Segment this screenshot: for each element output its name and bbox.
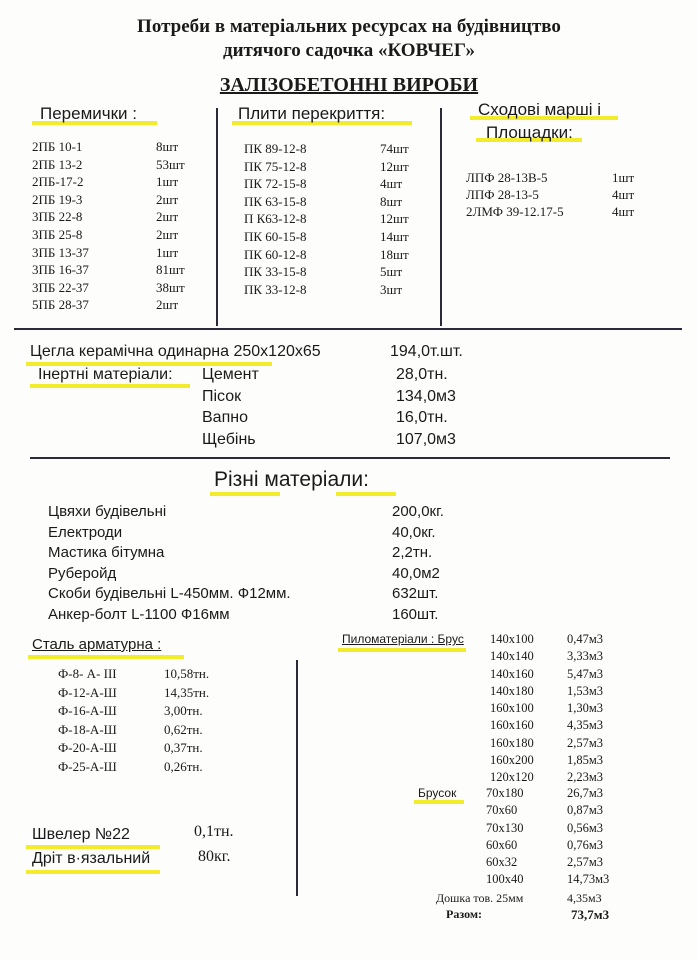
item-name: 3ПБ 16-37: [32, 262, 89, 278]
rizni-list: [48, 503, 488, 626]
highlight-inertni: [30, 384, 190, 388]
item-name: ПК 60-12-8: [244, 246, 307, 262]
item-name: 60х60: [486, 837, 518, 852]
list-item: [48, 585, 488, 606]
item-name: 3ПБ 22-8: [32, 209, 83, 225]
peremychky-list: [32, 139, 222, 315]
item-qty: 12шт: [380, 158, 409, 174]
item-name: Ф-20-А-Ш: [58, 740, 117, 756]
item-qty: 3,00тн.: [164, 703, 203, 719]
item-qty: 28,0тн.: [396, 366, 448, 383]
item-name: 2ЛМФ 39-12.17-5: [466, 204, 564, 219]
list-item: [486, 872, 666, 889]
list-item: [244, 264, 424, 282]
item-name: ПК 72-15-8: [244, 176, 307, 192]
item-name: 3ПБ 13-37: [32, 244, 89, 260]
section-title: ЗАЛІЗОБЕТОННІ ВИРОБИ: [219, 74, 479, 96]
item-qty: 81шт: [156, 262, 185, 278]
list-item: [48, 524, 488, 545]
list-item: [466, 187, 646, 204]
item-qty: 14шт: [380, 228, 409, 244]
item-qty: 5шт: [380, 264, 403, 280]
tsegla-label: Цегла керамічна одинарна 250х120х65: [30, 343, 321, 360]
list-item: [490, 667, 660, 684]
list-item: [58, 740, 248, 759]
list-item: [466, 170, 646, 187]
item-qty: 53шт: [156, 156, 185, 172]
item-qty: 2шт: [156, 297, 179, 313]
item-name: 140х180: [490, 683, 534, 698]
list-item: [48, 565, 488, 586]
item-qty: 0,56м3: [567, 820, 604, 835]
item-name: ПК 63-15-8: [244, 193, 307, 209]
item-qty: 74шт: [380, 141, 409, 156]
item-qty: 0,37тн.: [164, 740, 203, 756]
item-qty: 8шт: [156, 139, 179, 154]
item-name: Анкер-болт L-1100 Ф16мм: [48, 605, 230, 623]
item-qty: 4,35м3: [567, 718, 604, 733]
item-qty: 14,73м3: [567, 872, 610, 887]
list-item: [48, 503, 488, 524]
item-name: Щебінь: [202, 430, 256, 448]
list-item: [58, 666, 248, 685]
item-name: Електроди: [48, 523, 123, 541]
brusok-list: [486, 786, 666, 890]
item-qty: 18шт: [380, 246, 409, 262]
item-name: 160х200: [490, 753, 534, 768]
list-item: [202, 366, 482, 388]
item-qty: 26,7м3: [567, 786, 604, 800]
list-item: [48, 544, 488, 565]
list-item: [202, 431, 482, 453]
plyty-heading: Плити перекриття:: [238, 104, 386, 123]
highlight-pylo: [338, 648, 466, 652]
list-item: [32, 245, 222, 263]
item-name: ПК 60-15-8: [244, 228, 307, 244]
list-item: [244, 211, 424, 229]
item-qty: 2,2тн.: [392, 544, 433, 561]
item-name: Ф-12-А-Ш: [58, 684, 117, 700]
list-item: [58, 685, 248, 704]
item-qty: 3,33м3: [567, 649, 604, 664]
item-name: ЛПФ 28-13-5: [466, 187, 539, 202]
list-item: [490, 701, 660, 718]
list-item: [58, 722, 248, 741]
list-item: [490, 684, 660, 701]
list-item: [32, 192, 222, 210]
list-item: [486, 821, 666, 838]
item-name: 3ПБ 22-37: [32, 279, 89, 295]
list-item: [32, 209, 222, 227]
title-line-1: Потреби в матеріальних ресурсах на будівництво: [137, 16, 561, 37]
inertni-list: [202, 366, 482, 452]
item-name: 2ПБ-17-2: [32, 174, 84, 190]
item-name: ПК 33-12-8: [244, 281, 307, 297]
list-item: [202, 388, 482, 410]
item-qty: 1,30м3: [567, 701, 604, 716]
item-qty: 2,23м3: [567, 770, 604, 785]
item-name: ПК 89-12-8: [244, 141, 307, 156]
item-qty: 4шт: [612, 204, 635, 219]
item-qty: 160шт.: [392, 605, 439, 623]
list-item: [490, 736, 660, 753]
inertni-heading: Інертні матеріали:: [38, 366, 173, 383]
item-name: 160х100: [490, 701, 534, 716]
item-qty: 40,0м2: [392, 564, 440, 582]
divider-vertical-left: [216, 108, 218, 326]
item-name: Ф-16-А-Ш: [58, 703, 117, 719]
list-item: [48, 606, 488, 627]
item-name: 100х40: [486, 872, 524, 887]
title-line-2: дитячого садочка «КОВЧЕГ»: [223, 40, 475, 61]
tsegla-qty: 194,0т.шт.: [390, 343, 463, 360]
total-qty: 73,7м3: [571, 907, 610, 922]
item-qty: 4шт: [380, 176, 403, 192]
item-name: 70х180: [486, 786, 524, 800]
list-item: [244, 229, 424, 247]
list-item: [244, 159, 424, 177]
item-qty: 14,35тн.: [164, 684, 210, 700]
highlight-rizni-2: [336, 492, 396, 496]
item-name: П К63-12-8: [244, 211, 307, 227]
list-item: [466, 204, 646, 221]
list-item: [244, 141, 424, 159]
item-qty: 2шт: [156, 209, 179, 225]
item-qty: 1,53м3: [567, 683, 604, 698]
list-item: [490, 718, 660, 735]
item-name: ПК 33-15-8: [244, 264, 307, 280]
drit-qty: 80кг.: [198, 848, 231, 865]
list-item: [490, 649, 660, 666]
pylo-label: Пиломатеріали : Брус: [342, 632, 464, 646]
list-item: [58, 703, 248, 722]
item-name: 60х32: [486, 855, 518, 870]
divider-vertical-right: [440, 108, 442, 326]
doshka-label: Дошка тов. 25мм: [436, 891, 524, 905]
item-name: Руберойд: [48, 564, 117, 582]
item-name: 160х160: [490, 718, 534, 733]
item-name: 140х140: [490, 649, 534, 664]
item-name: 2ПБ 10-1: [32, 139, 83, 154]
list-item: [486, 855, 666, 872]
item-qty: 12шт: [380, 211, 409, 227]
item-qty: 1шт: [156, 244, 179, 260]
item-name: 70х130: [486, 820, 524, 835]
list-item: [244, 194, 424, 212]
item-qty: 0,47м3: [567, 632, 604, 646]
item-qty: 0,87м3: [567, 803, 604, 818]
divider-vertical-bottom: [296, 660, 298, 896]
item-qty: 2шт: [156, 226, 179, 242]
item-name: Ф-8- А- ІІІ: [58, 666, 117, 681]
item-qty: 2,57м3: [567, 735, 604, 750]
list-item: [58, 759, 248, 778]
item-name: 70х60: [486, 803, 518, 818]
highlight-drit: [26, 870, 160, 874]
drit-label: Дріт в·язальний: [32, 850, 151, 867]
item-name: Мастика бітумна: [48, 544, 165, 561]
item-qty: 200,0кг.: [392, 503, 444, 520]
list-item: [490, 632, 660, 649]
list-item: [32, 280, 222, 298]
item-name: ПК 75-12-8: [244, 158, 307, 174]
item-qty: 10,58тн.: [164, 666, 210, 681]
list-item: [32, 139, 222, 157]
highlight-stal: [28, 655, 184, 659]
list-item: [486, 803, 666, 820]
divider-horizontal-1: [14, 328, 682, 330]
list-item: [244, 176, 424, 194]
item-name: 140х160: [490, 666, 534, 681]
peremychky-heading: Перемички :: [40, 104, 138, 123]
item-qty: 5,47м3: [567, 666, 604, 681]
list-item: [32, 157, 222, 175]
item-name: Вапно: [202, 409, 248, 426]
item-name: Ф-25-А-Ш: [58, 758, 117, 774]
brusok-label: Брусок: [418, 786, 457, 800]
item-qty: 8шт: [380, 193, 403, 209]
item-name: Пісок: [202, 387, 242, 405]
list-item: [490, 753, 660, 770]
item-qty: 4шт: [612, 187, 635, 202]
item-name: Ф-18-А-Ш: [58, 721, 117, 737]
item-name: 2ПБ 19-3: [32, 191, 83, 207]
list-item: [486, 786, 666, 803]
list-item: [32, 174, 222, 192]
item-qty: 38шт: [156, 279, 185, 295]
item-qty: 1,85м3: [567, 753, 604, 768]
item-qty: 0,26тн.: [164, 758, 203, 774]
item-qty: 134,0м3: [396, 387, 456, 405]
list-item: [32, 262, 222, 280]
item-name: 140х100: [490, 632, 534, 646]
item-qty: 40,0кг.: [392, 523, 436, 541]
item-qty: 0,76м3: [567, 837, 604, 852]
brus-list: [490, 632, 660, 788]
skhody-heading-1: Сходові марші і: [478, 100, 602, 119]
item-qty: 3шт: [380, 281, 403, 297]
doshka-qty: 4,35м3: [567, 891, 602, 905]
list-item: [32, 227, 222, 245]
highlight-shveler: [26, 845, 160, 849]
stal-heading: Сталь арматурна :: [32, 636, 162, 653]
item-name: Цвяхи будівельні: [48, 503, 167, 520]
rizni-heading: Різні матеріали:: [214, 468, 369, 491]
highlight-rizni-1: [210, 492, 280, 496]
shveler-qty: 0,1тн.: [194, 823, 234, 840]
item-qty: 16,0тн.: [396, 409, 448, 426]
item-name: Скоби будівельні L-450мм. Ф12мм.: [48, 585, 291, 602]
item-qty: 632шт.: [392, 585, 439, 602]
plyty-list: [244, 141, 424, 299]
item-name: 5ПБ 28-37: [32, 297, 89, 313]
item-name: 3ПБ 25-8: [32, 226, 83, 242]
list-item: [202, 409, 482, 431]
item-qty: 0,62тн.: [164, 721, 203, 737]
list-item: [244, 247, 424, 265]
list-item: [32, 297, 222, 315]
list-item: [244, 282, 424, 300]
skhody-heading-2: Площадки:: [486, 123, 573, 142]
item-name: ЛПФ 28-13В-5: [466, 170, 548, 185]
shveler-label: Швелер №22: [32, 826, 130, 843]
item-qty: 107,0м3: [396, 430, 456, 448]
total-label: Разом:: [446, 907, 483, 921]
stal-list: [58, 666, 248, 778]
item-qty: 2,57м3: [567, 855, 604, 870]
item-qty: 2шт: [156, 191, 179, 207]
item-qty: 1шт: [612, 170, 635, 185]
item-name: 2ПБ 13-2: [32, 156, 83, 172]
highlight-brusok: [414, 800, 464, 804]
skhody-list: [466, 170, 646, 221]
item-name: 160х180: [490, 735, 534, 750]
divider-horizontal-2: [30, 457, 670, 459]
item-qty: 1шт: [156, 174, 179, 190]
item-name: Цемент: [202, 366, 259, 383]
item-name: 120х120: [490, 770, 534, 785]
list-item: [486, 838, 666, 855]
